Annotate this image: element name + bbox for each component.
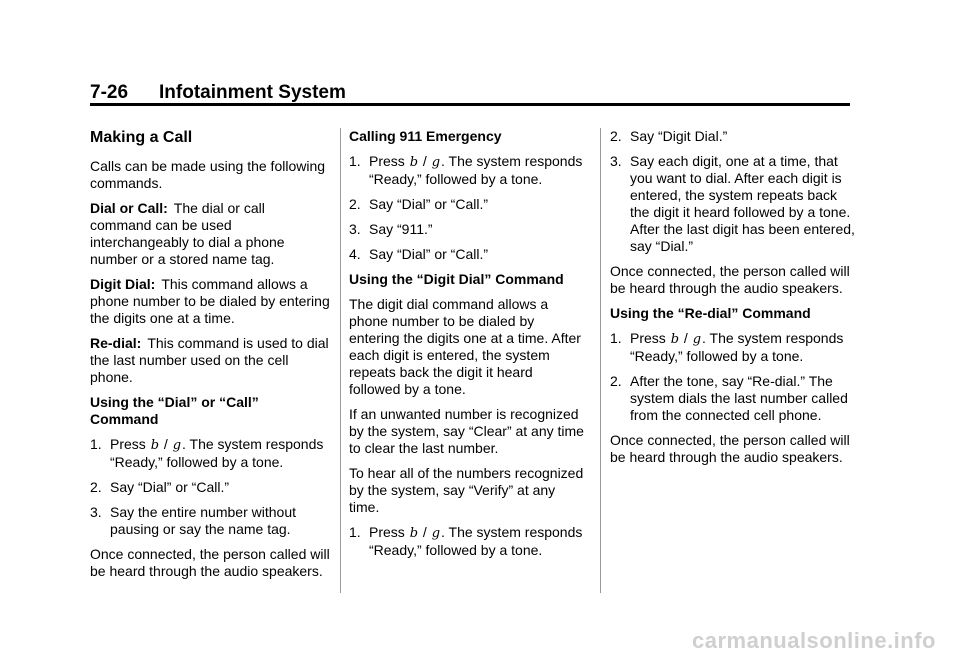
- list-item: [349, 524, 586, 559]
- column-1: [90, 128, 330, 588]
- step-text-pre: Press: [110, 436, 150, 452]
- step-text: Say “Digit Dial.”: [630, 128, 728, 144]
- redial-text: This command is used to dial the last number used on the cell phone.: [90, 335, 329, 385]
- step-number: 1.: [349, 153, 361, 169]
- digit-dial-subheading: Using the “Digit Dial” Command: [349, 271, 564, 287]
- column-2: [349, 128, 586, 567]
- connected-paragraph: Once connected, the person called will be heard through the audio speakers.: [610, 263, 850, 296]
- list-item: [610, 128, 855, 145]
- intro-paragraph: Calls can be made using the following commands.: [90, 158, 326, 191]
- phone-icon: g: [692, 332, 702, 347]
- step-number: 1.: [349, 524, 361, 540]
- column-3: [610, 128, 855, 474]
- header-rule: [90, 103, 850, 106]
- redial-definition: [90, 335, 330, 386]
- dial-text: The dial or call command can be used interchangeably to dial a phone number or a stored name tag.: [90, 200, 285, 267]
- push-to-talk-icon: b: [670, 332, 680, 347]
- icon-separator: /: [160, 436, 172, 452]
- step-number: 3.: [349, 221, 361, 237]
- list-item: [610, 373, 855, 424]
- step-number: 2.: [90, 479, 102, 495]
- step-text: Say the entire number without pausing or say the name tag.: [110, 504, 296, 537]
- page-number: 7-26: [90, 82, 129, 103]
- phone-icon: g: [172, 438, 182, 453]
- column-divider-2: [600, 128, 601, 593]
- dial-definition: [90, 200, 330, 268]
- list-item: [90, 504, 330, 538]
- list-item: [349, 221, 586, 238]
- step-number: 1.: [90, 436, 102, 452]
- step-text-post: . The system responds “Ready,” followed by a tone.: [110, 436, 324, 470]
- list-item: [349, 153, 586, 188]
- list-item: [90, 479, 330, 496]
- watermark: carmanualsonline.info: [692, 628, 936, 653]
- step-number: 1.: [610, 330, 622, 346]
- list-item: [349, 246, 586, 263]
- step-text-pre: Press: [369, 153, 409, 169]
- closing-paragraph: Once connected, the person called will be heard through the audio speakers.: [90, 546, 330, 579]
- step-text: Say “911.”: [369, 221, 433, 237]
- digit-text: This command allows a phone number to be dialed by entering the digits one at a time.: [90, 276, 330, 326]
- redial-term: Re-dial:: [90, 335, 142, 351]
- list-item: [349, 196, 586, 213]
- step-text: Say each digit, one at a time, that you want to dial. After each digit is entered, the system repeats back the digit it heard followed by a tone. After the last digit has been entered, say “Dial.”: [630, 153, 855, 254]
- connected-paragraph: Once connected, the person called will be heard through the audio speakers.: [610, 432, 850, 465]
- verify-paragraph: To hear all of the numbers recognized by the system, say “Verify” at any time.: [349, 465, 584, 515]
- icon-separator: /: [419, 153, 431, 169]
- section-title: Infotainment System: [159, 82, 346, 103]
- icon-separator: /: [419, 524, 431, 540]
- push-to-talk-icon: b: [409, 526, 419, 541]
- phone-icon: g: [431, 526, 441, 541]
- step-number: 3.: [610, 153, 622, 169]
- redial-subheading: Using the “Re-dial” Command: [610, 305, 811, 321]
- step-text: Say “Dial” or “Call.”: [369, 246, 489, 262]
- digit-dial-paragraph: The digit dial command allows a phone number to be dialed by entering the digits one at a time. After each digit is entered, the system repeats back the digit it heard followed by a tone.: [349, 296, 581, 397]
- making-a-call-heading: Making a Call: [90, 129, 193, 146]
- column-divider-1: [340, 128, 341, 593]
- step-text-pre: Press: [630, 330, 670, 346]
- dial-call-subheading: Using the “Dial” or “Call” Command: [90, 394, 259, 427]
- push-to-talk-icon: b: [150, 438, 160, 453]
- clear-paragraph: If an unwanted number is recognized by the system, say “Clear” at any time to clear the last number.: [349, 406, 584, 456]
- step-text-pre: Press: [369, 524, 409, 540]
- list-item: [90, 436, 330, 471]
- step-text-post: . The system responds “Ready,” followed by a tone.: [630, 330, 844, 364]
- phone-icon: g: [431, 155, 441, 170]
- step-text-post: . The system responds “Ready,” followed by a tone.: [369, 524, 583, 558]
- dial-term: Dial or Call:: [90, 200, 168, 216]
- digit-term: Digit Dial:: [90, 276, 156, 292]
- step-text-post: . The system responds “Ready,” followed by a tone.: [369, 153, 583, 187]
- step-text: After the tone, say “Re-dial.” The system dials the last number called from the connected cell phone.: [630, 373, 848, 423]
- step-number: 3.: [90, 504, 102, 520]
- step-text: Say “Dial” or “Call.”: [369, 196, 489, 212]
- list-item: [610, 330, 855, 365]
- list-item: [610, 153, 855, 255]
- digit-dial-definition: [90, 276, 330, 327]
- push-to-talk-icon: b: [409, 155, 419, 170]
- calling-911-subheading: Calling 911 Emergency: [349, 128, 502, 144]
- step-number: 2.: [349, 196, 361, 212]
- step-number: 4.: [349, 246, 361, 262]
- step-number: 2.: [610, 128, 622, 144]
- icon-separator: /: [680, 330, 692, 346]
- step-number: 2.: [610, 373, 622, 389]
- step-text: Say “Dial” or “Call.”: [110, 479, 230, 495]
